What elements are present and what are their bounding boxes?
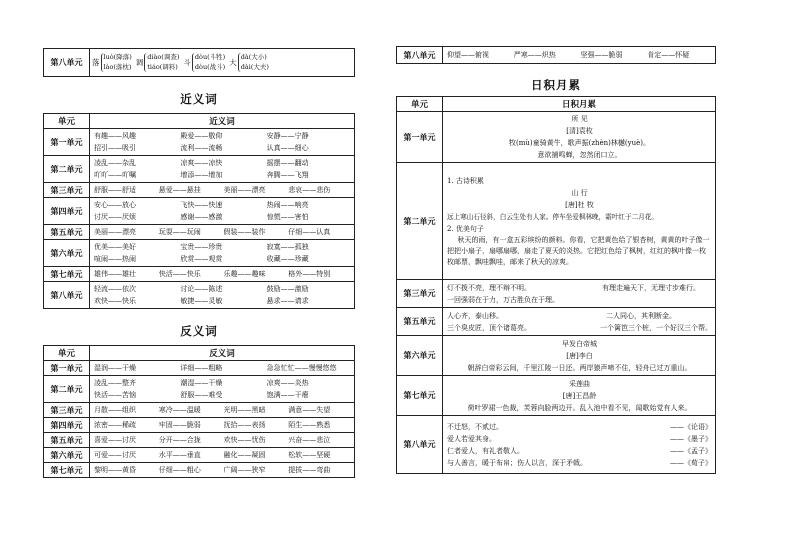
word-pair: 水平——垂直 xyxy=(158,451,201,459)
word-pair: 舒服——难受 xyxy=(180,391,223,399)
poem-title: 山 行 xyxy=(571,188,588,197)
word-pair: 收藏——珍藏 xyxy=(266,255,309,263)
word-pair: 殿爱——敬仰 xyxy=(180,132,223,140)
polyphone-readings xyxy=(144,53,179,72)
word-pairs xyxy=(90,198,355,225)
polyphone-reading: dòu(战斗) xyxy=(194,62,226,71)
word-pair: 松软——坚硬 xyxy=(288,451,331,459)
word-pair: 快活——快乐 xyxy=(158,270,201,278)
word-pair: 满意——失望 xyxy=(288,406,331,414)
polyphone-reading: dài(大夫) xyxy=(240,62,269,71)
word-pair: 讨论——陈述 xyxy=(180,285,223,293)
word-pair: 安静——宁静 xyxy=(266,132,309,140)
proverb: 人心齐，泰山移。 xyxy=(447,311,503,320)
row-unit-6 xyxy=(397,336,716,376)
word-pair: 摇摆——翻动 xyxy=(266,159,309,167)
word-pair: 乐趣——趣味 xyxy=(223,270,266,278)
word-pairs xyxy=(90,225,355,240)
synonyms-table xyxy=(43,113,355,309)
poem-cell xyxy=(443,163,716,280)
unit-row xyxy=(44,129,355,156)
unit-label: 第三单元 xyxy=(44,183,90,198)
unit-row xyxy=(44,240,355,267)
poem-author: [清]袁枚 xyxy=(566,127,593,135)
poem-cell xyxy=(443,376,716,416)
unit-label: 第六单元 xyxy=(44,448,90,463)
word-pairs xyxy=(90,448,355,463)
polyphone-cell xyxy=(90,49,355,77)
poem-cell xyxy=(443,112,716,163)
unit-label: 第二单元 xyxy=(397,163,443,280)
pair: 肯定——怀疑 xyxy=(647,51,690,59)
word-pair: 安心——放心 xyxy=(94,201,136,209)
row-unit-2 xyxy=(397,163,716,280)
word-pair: 奔腾——飞翔 xyxy=(266,171,309,179)
poem-line: 远上寒山石径斜，白云生处有人家。停车坐爱枫林晚，霜叶红于二月花。 xyxy=(447,212,658,221)
word-pairs xyxy=(90,403,355,418)
unit-label: 第五单元 xyxy=(44,225,90,240)
unit-label: 第四单元 xyxy=(44,198,90,225)
word-pair: 喧闹——热闹 xyxy=(94,255,136,263)
word-pairs xyxy=(90,156,355,183)
word-pair: 优美——美好 xyxy=(94,243,136,251)
word-pair: 悬爱——悬挂 xyxy=(158,186,201,194)
word-pair: 美丽——漂亮 xyxy=(223,186,266,194)
quote-text: 爱人若爱其身。 xyxy=(447,434,496,443)
word-pair: 讨厌——厌烦 xyxy=(94,213,136,221)
row-unit-1 xyxy=(397,112,716,163)
row-unit-8 xyxy=(397,416,716,474)
unit-row xyxy=(44,418,355,433)
word-pair: 广阔——狭窄 xyxy=(223,466,266,474)
antonyms-unit8-table xyxy=(396,46,716,64)
word-pair: 宝贵——珍贵 xyxy=(180,243,223,251)
word-pair: 详细——粗略 xyxy=(180,364,223,372)
accumulation-table xyxy=(396,96,716,474)
polyphone-group xyxy=(136,53,180,72)
word-pairs xyxy=(90,267,355,282)
antonym-pairs xyxy=(443,47,716,64)
antonyms-title: 反义词 xyxy=(180,324,218,338)
word-pair: 舒服——舒适 xyxy=(94,186,136,194)
word-pair: 可爱——讨厌 xyxy=(94,451,136,459)
col-header-content: 反义词 xyxy=(90,346,355,361)
unit-label: 第一单元 xyxy=(397,112,443,163)
word-pair: 湿润——干燥 xyxy=(94,364,136,372)
unit-row xyxy=(44,448,355,463)
unit-label: 第八单元 xyxy=(397,416,443,474)
word-pair: 寂寞——孤独 xyxy=(266,243,309,251)
poem-cell xyxy=(443,336,716,376)
word-pair: 悲哀——悲伤 xyxy=(288,186,331,194)
word-pair: 提拔——弯曲 xyxy=(288,466,331,474)
unit-label: 第六单元 xyxy=(397,336,443,376)
word-pair: 浓密——稀疏 xyxy=(94,421,136,429)
unit-row xyxy=(44,183,355,198)
quote-cell xyxy=(443,416,716,474)
col-header-unit: 单元 xyxy=(44,346,90,361)
word-pair: 陌生——熟悉 xyxy=(288,421,331,429)
proverb: 一回强弱在于力，万古胜负在于理。 xyxy=(447,295,559,304)
proverb: 三个臭皮匠，顶个诸葛亮。 xyxy=(447,323,531,332)
unit-row xyxy=(44,361,355,376)
polyphone-char: 大 xyxy=(229,57,237,67)
word-pair: 招引——吸引 xyxy=(94,144,136,152)
poem-author: [唐]王昌龄 xyxy=(562,391,597,400)
unit-label: 第七单元 xyxy=(44,463,90,478)
col-header-unit: 单元 xyxy=(397,97,443,112)
word-pairs xyxy=(90,129,355,156)
quote-source: ——《孟子》 xyxy=(670,446,712,455)
proverb: 有理走遍天下，无理寸步难行。 xyxy=(602,283,700,292)
word-pair: 敏捷——灵敏 xyxy=(180,297,223,305)
word-pair: 格外——特别 xyxy=(288,270,331,278)
unit-label: 第四单元 xyxy=(44,418,90,433)
unit-row xyxy=(44,156,355,183)
section-heading: 2. 优美句子 xyxy=(447,224,484,233)
poem-author: [唐]杜 牧 xyxy=(565,200,594,209)
unit-label: 第八单元 xyxy=(397,47,443,64)
unit-label: 第二单元 xyxy=(44,156,90,183)
polyphone-group xyxy=(92,53,132,72)
polyphone-char: 斗 xyxy=(183,57,191,67)
word-pair: 饱满——干瘪 xyxy=(266,391,309,399)
synonyms-title: 近义词 xyxy=(180,92,218,106)
word-pair: 假装——装作 xyxy=(223,228,266,236)
word-pair: 仔细——认真 xyxy=(288,228,331,236)
word-pair: 仔细——粗心 xyxy=(158,466,201,474)
polyphone-reading: tiáo(调料) xyxy=(147,62,178,71)
word-pair: 凌乱——杂乱 xyxy=(94,159,136,167)
unit-row xyxy=(44,403,355,418)
unit-label: 第一单元 xyxy=(44,361,90,376)
word-pair: 雄伟——雄壮 xyxy=(94,270,136,278)
word-pairs xyxy=(90,376,355,403)
word-pair: 认真——细心 xyxy=(266,144,309,152)
row-unit-3 xyxy=(397,280,716,308)
polyphone-readings xyxy=(101,53,132,72)
proverb: 一个篱笆三个桩，一个好汉三个帮。 xyxy=(600,323,712,332)
polyphone-readings xyxy=(238,53,269,72)
polyphone-reading: dà(大小) xyxy=(240,53,267,61)
word-pair: 吖吖——吖嘱 xyxy=(94,171,136,179)
word-pair: 寒冷——温暖 xyxy=(158,406,201,414)
polyphone-reading: diào(调查) xyxy=(147,53,180,61)
polyphone-group xyxy=(229,53,269,72)
polyphone-reading: luò(降落) xyxy=(103,53,132,61)
accumulation-title: 日积月累 xyxy=(531,78,581,92)
word-pair: 有趣——风趣 xyxy=(94,132,136,140)
unit-label: 第二单元 xyxy=(44,376,90,403)
word-pair: 鼓励——激励 xyxy=(266,285,309,293)
poem-title: 所 见 xyxy=(571,115,588,123)
polyphone-table xyxy=(43,48,355,77)
col-header-content: 日积月累 xyxy=(443,97,716,112)
unit-label: 第七单元 xyxy=(397,376,443,416)
polyphone-char: 落 xyxy=(92,57,100,67)
word-pairs xyxy=(90,240,355,267)
quote-text: 不迁怒，不贰过。 xyxy=(447,422,503,431)
quote-source: ——《论语》 xyxy=(670,422,712,431)
word-pair: 凉爽——凉快 xyxy=(180,159,223,167)
word-pair: 牢固——脆弱 xyxy=(158,421,201,429)
quote-text: 与人善言，暖于布帛；伤人以言，深于矛戟。 xyxy=(447,458,587,467)
unit-label: 第三单元 xyxy=(44,403,90,418)
unit-row xyxy=(44,198,355,225)
word-pair: 感谢——感激 xyxy=(180,213,223,221)
word-pair: 兴奋——悲泣 xyxy=(288,436,331,444)
left-column xyxy=(43,46,355,478)
unit-label: 第八单元 xyxy=(44,282,90,309)
word-pairs xyxy=(90,463,355,478)
row-unit-5 xyxy=(397,308,716,336)
unit-label: 第八单元 xyxy=(44,49,90,77)
poem-line: 朝辞白帝彩云间，千里江陵一日还。两岸猿声啼不住，轻舟已过万重山。 xyxy=(467,363,692,372)
polyphone-readings xyxy=(192,53,225,72)
proverb: 二人同心，其利断金。 xyxy=(606,311,676,320)
col-header-content: 近义词 xyxy=(90,114,355,129)
unit-row xyxy=(44,267,355,282)
unit-row xyxy=(44,433,355,448)
word-pair: 抚拾——表扬 xyxy=(223,421,266,429)
poem-line: 牧(mù)童骑黄牛，歌声振(zhèn)林樾(yuè)。 xyxy=(509,139,650,147)
word-pair: 月散——组织 xyxy=(94,406,136,414)
word-pair: 增添——增加 xyxy=(180,171,223,179)
word-pair: 惊慌——害怕 xyxy=(266,213,309,221)
right-column xyxy=(396,46,716,474)
unit-row xyxy=(44,376,355,403)
unit-label: 第三单元 xyxy=(397,280,443,308)
poem-title: 采莲曲 xyxy=(569,379,590,388)
word-pair: 喜爱——讨厌 xyxy=(94,436,136,444)
polyphone-char: 调 xyxy=(135,57,144,67)
word-pair: 悬求——请求 xyxy=(266,297,309,305)
poem-line: 荷叶罗裙一色裁，芙蓉向脸两边开。乱入池中看不见，闻歌始觉有人来。 xyxy=(467,403,692,412)
quote-source: ——《墨子》 xyxy=(670,434,712,443)
word-pair: 欢快——快乐 xyxy=(94,297,136,305)
word-pair: 轻流——依次 xyxy=(94,285,136,293)
word-pair: 急急忙忙——慢慢悠悠 xyxy=(266,364,337,372)
polyphone-reading: lào(落枕) xyxy=(103,62,132,71)
unit-label: 第五单元 xyxy=(397,308,443,336)
pair: 坚强——脆弱 xyxy=(580,51,623,59)
word-pairs xyxy=(90,282,355,309)
word-pair: 热闹——响亮 xyxy=(266,201,309,209)
poem-title: 早发白帝城 xyxy=(562,339,597,348)
quote-source: ——《荀子》 xyxy=(670,458,712,467)
pair: 严寒——炽热 xyxy=(513,51,556,59)
word-pair: 凉爽——炎热 xyxy=(266,379,309,387)
polyphone-group xyxy=(183,53,225,72)
word-pair: 光明——黑暗 xyxy=(223,406,266,414)
quote-text: 仁者爱人，有礼者敬人。 xyxy=(447,446,524,455)
row-unit-7 xyxy=(397,376,716,416)
word-pair: 黎明——黄昏 xyxy=(94,466,136,474)
word-pair: 玩耍——玩闹 xyxy=(158,228,201,236)
word-pair: 欣赏——观赏 xyxy=(180,255,223,263)
poem-author: [唐]李白 xyxy=(566,351,593,360)
section-heading: 1. 古诗积累 xyxy=(447,176,484,185)
word-pair: 飞快——快速 xyxy=(180,201,223,209)
word-pair: 融化——凝固 xyxy=(223,451,266,459)
word-pair: 流利——流畅 xyxy=(180,144,223,152)
paragraph: 秋天的雨，有一盒五彩缤纷的颜料。你看，它把黄色给了银杏树，黄黄的叶子像一把把小扇子，扇哪扇哪，扇走了夏天的炎热。它把红色给了枫树，红红的枫叶像一枚枚邮票，飘哇飘哇，邮来了秋天的凉爽。 xyxy=(447,235,710,266)
word-pair: 凌乱——整齐 xyxy=(94,379,136,387)
unit-row xyxy=(44,463,355,478)
word-pair: 美丽——漂亮 xyxy=(94,228,136,236)
unit-label: 第七单元 xyxy=(44,267,90,282)
word-pairs xyxy=(90,433,355,448)
word-pair: 分开——合拢 xyxy=(158,436,201,444)
polyphone-reading: dòu(斗牲) xyxy=(194,53,226,61)
word-pair: 欢快——忧伤 xyxy=(223,436,266,444)
unit-label: 第一单元 xyxy=(44,129,90,156)
poem-line: 意欲捕鸣蝉，忽然闭口立。 xyxy=(537,151,622,159)
col-header-unit: 单元 xyxy=(44,114,90,129)
unit-label: 第五单元 xyxy=(44,433,90,448)
unit-label: 第六单元 xyxy=(44,240,90,267)
word-pairs xyxy=(90,361,355,376)
unit-row xyxy=(44,282,355,309)
word-pairs xyxy=(90,183,355,198)
word-pairs xyxy=(90,418,355,433)
word-pair: 快活——苦恼 xyxy=(94,391,136,399)
unit-row xyxy=(44,225,355,240)
proverb-cell xyxy=(443,280,716,308)
word-pair: 潮湿——干燥 xyxy=(180,379,223,387)
pair: 仰望——俯视 xyxy=(447,51,489,59)
proverb-cell xyxy=(443,308,716,336)
proverb: 灯不拨不亮，理不辩不明。 xyxy=(447,283,531,292)
antonyms-table xyxy=(43,345,355,478)
